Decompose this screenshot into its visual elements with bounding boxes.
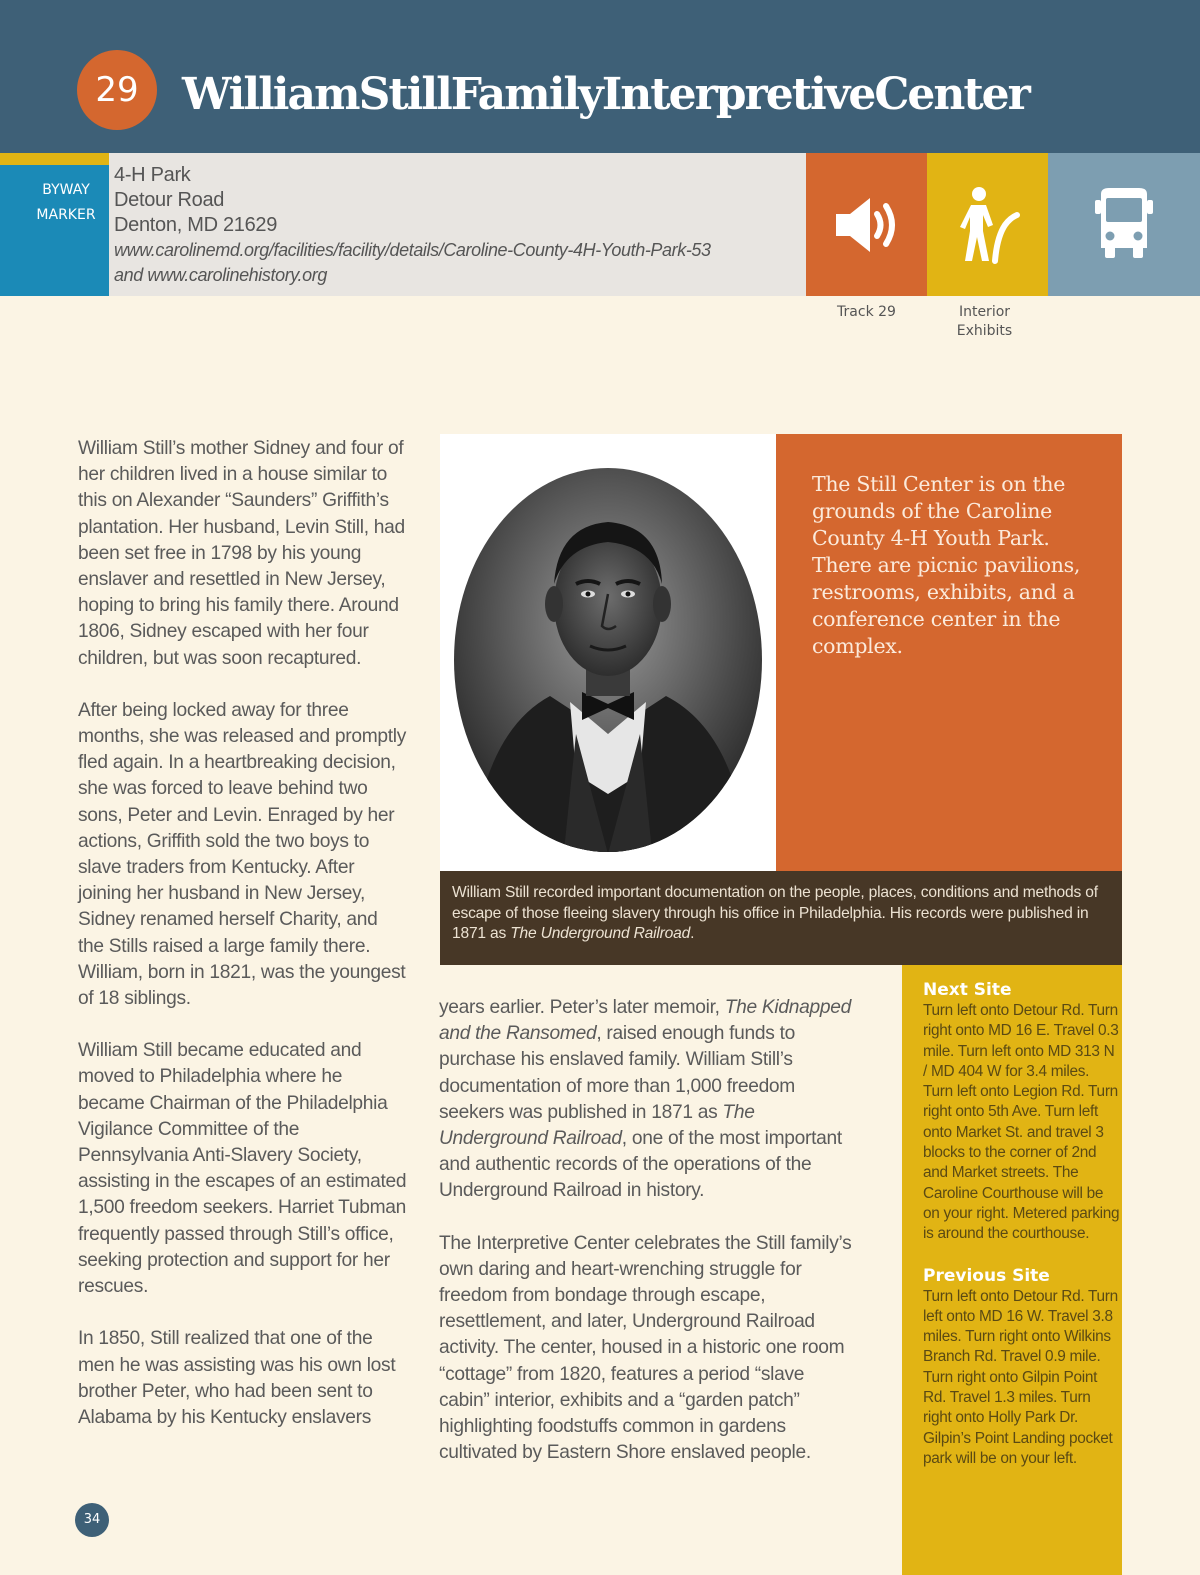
previous-site-directions: Turn left onto Detour Rd. Turn left onto MD 16 W. Travel 3.8 miles. Turn right onto Wilkins Branch Rd. Travel 0.9 mile. Turn right onto Gilpin Point Rd. Travel 1.3 miles. Turn right onto Holly Park Dr. Gilpin’s Point Landing pocket park will be on your left. <box>923 1287 1118 1467</box>
audio-tour-tile[interactable] <box>806 153 927 296</box>
previous-site-heading: Previous Site <box>923 1265 1050 1286</box>
audio-tour-caption: Track 29 <box>837 304 896 320</box>
middle-paragraph-1 <box>439 995 859 1205</box>
middle-column-text <box>439 995 859 1492</box>
middle-p1-part-b: , raised enough funds to purchase his enslaved family. William Still’s documentation of more than 1,000 freedom seekers was published in 1871 as <box>439 1023 796 1123</box>
callout-panel <box>776 434 1122 871</box>
photo-caption-book-title: The Underground Railroad <box>510 925 691 942</box>
page-title: WilliamStillFamilyInterpretiveCenter <box>182 69 1029 120</box>
site-number-badge: 29 <box>77 50 157 130</box>
transit-tile[interactable] <box>1048 153 1200 296</box>
marker-stripe <box>0 153 109 165</box>
interior-exhibits-tile[interactable] <box>927 153 1048 296</box>
left-column-text <box>78 436 408 1457</box>
middle-p1-memoir-title: The Kidnapped and the Ransomed <box>439 997 851 1045</box>
exhibit-caption-line1: Interior <box>958 304 1011 320</box>
bus-icon <box>1093 188 1155 262</box>
page-header <box>0 0 1200 153</box>
left-paragraph-4: In 1850, Still realized that one of the men he was assisting was his own lost brother Peter, who had been sent to Alabama by his Kentucky enslavers <box>78 1328 396 1428</box>
address-line3: Denton, MD 21629 <box>114 214 278 236</box>
exhibit-caption-line2: Exhibits <box>956 323 1013 339</box>
address-line1: 4-H Park <box>114 164 191 186</box>
left-paragraph-3: William Still became educated and moved to Philadelphia where he became Chairman of the Philadelphia Vigilance Committee of the Pennsylvania Anti-Slavery Society, assisting in the escapes of an estimated 1,500 freedom seekers. Harriet Tubman frequently passed through Still’s office, seeking protection and support for her rescues. <box>78 1040 407 1298</box>
next-site-directions: Turn left onto Detour Rd. Turn right onto MD 16 E. Travel 0.3 mile. Turn left onto MD 313 N / MD 404 W for 3.4 miles. Turn left onto Legion Rd. Turn right onto 5th Ave. Turn left onto Market St. and travel 3 blocks to the corner of 2nd and Market streets. The Caroline Courthouse will be on your right. Metered parking is around the courthouse. <box>923 1002 1120 1243</box>
marker-label-line1: BYWAY <box>42 182 90 198</box>
address-line2: Detour Road <box>114 189 225 211</box>
interior-exhibits-caption <box>924 303 1045 341</box>
callout-text: The Still Center is on the grounds of the Caroline County 4-H Youth Park. There are picnic pavilions, restrooms, exhibits, and a conference center in the complex. <box>812 472 1081 658</box>
byway-marker-label <box>26 178 106 228</box>
marker-label-line2: MARKER <box>36 207 96 223</box>
middle-p1-book-title: The Underground Railroad <box>439 1101 755 1150</box>
speaker-icon <box>832 194 902 256</box>
website-link-county[interactable]: www.carolinemd.org/facilities/facility/details/Caroline-County-4H-Youth-Park-53 <box>114 240 711 260</box>
portrait-panel <box>440 434 776 871</box>
middle-paragraph-2: The Interpretive Center celebrates the Still family’s own daring and heart-wrenching struggle for freedom from bondage through escape, resettlement, and later, Underground Railroad activity. The center, housed in a historic one room “cottage” from 1820, features a period “slave cabin” interior, exhibits and a “garden patch” highlighting foodstuffs common in gardens cultivated by Eastern Shore enslaved people. <box>439 1232 852 1464</box>
william-still-portrait <box>440 434 776 871</box>
byway-marker-tab <box>0 153 109 296</box>
website-link-history[interactable]: and www.carolinehistory.org <box>114 265 327 285</box>
photo-caption-end: . <box>690 925 695 942</box>
page-number: 34 <box>75 1503 109 1537</box>
photo-caption-text: William Still recorded important documentation on the people, places, conditions and methods of escape of those fleeing slavery through his office in Philadelphia. His records were published in 1871 as <box>452 884 1098 942</box>
left-paragraph-1: William Still’s mother Sidney and four of her children lived in a house similar to this on Alexander “Saunders” Griffith’s plantation. Her husband, Levin Still, had been set free in 1798 by his young enslaver and resettled in New Jersey, hoping to bring his family there. Around 1806, Sidney escaped with her four children, but was soon recaptured. <box>78 438 405 669</box>
next-site-heading: Next Site <box>923 980 1012 1000</box>
pedestrian-icon <box>955 185 1021 265</box>
photo-caption <box>440 871 1122 965</box>
address-block <box>109 153 806 296</box>
middle-p1-part-a: years earlier. Peter’s later memoir, <box>439 997 725 1018</box>
middle-p1-part-c: , one of the most important and authentic records of the operations of the Underground Railroad in history. <box>439 1128 842 1202</box>
left-paragraph-2: After being locked away for three months, she was released and promptly fled again. In a heartbreaking decision, she was forced to leave behind two sons, Peter and Levin. Enraged by her actions, Griffith sold the two boys to slave traders from Kentucky. After joining her husband in New Jersey, Sidney renamed herself Charity, and the Stills raised a large family there. William, born in 1821, was the youngest of 18 siblings. <box>78 699 407 1010</box>
directions-sidebar <box>902 965 1122 1575</box>
